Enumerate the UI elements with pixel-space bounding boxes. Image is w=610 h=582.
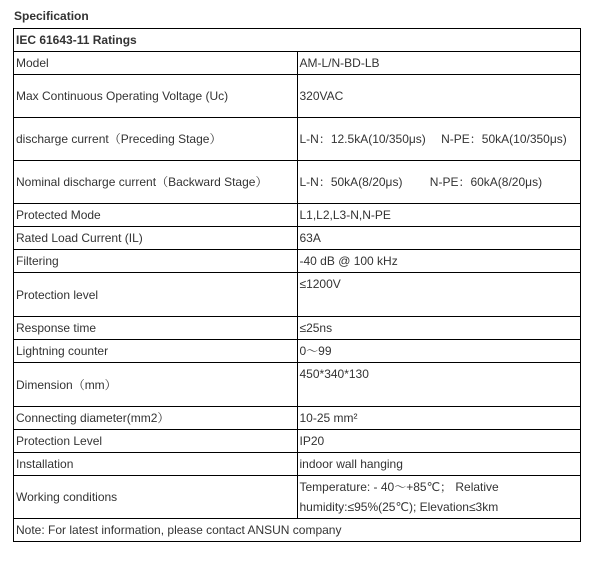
row-value: -40 dB @ 100 kHz <box>297 250 581 273</box>
table-row <box>14 227 581 250</box>
row-label: Protection Level <box>14 430 298 453</box>
table-note: Note: For latest information, please contact ANSUN company <box>14 519 581 542</box>
row-label: Dimension（mm） <box>14 363 298 407</box>
row-value: 10-25 mm² <box>297 407 581 430</box>
row-label: Nominal discharge current（Backward Stage） <box>14 161 298 204</box>
table-row <box>14 407 581 430</box>
table-row <box>14 453 581 476</box>
row-label: Lightning counter <box>14 340 298 363</box>
row-label: discharge current（Preceding Stage） <box>14 118 298 161</box>
table-row <box>14 363 581 407</box>
table-row <box>14 204 581 227</box>
table-row <box>14 118 581 161</box>
row-value: L-N：50kA(8/20μs) N-PE：60kA(8/20μs) <box>297 161 581 204</box>
row-label: Protected Mode <box>14 204 298 227</box>
row-label: Connecting diameter(mm2） <box>14 407 298 430</box>
row-label: Max Continuous Operating Voltage (Uc) <box>14 75 298 118</box>
row-value: 0～99 <box>297 340 581 363</box>
row-label: Response time <box>14 317 298 340</box>
table-row <box>14 430 581 453</box>
page-heading: Specification <box>14 9 89 23</box>
row-value: L-N：12.5kA(10/350μs) N-PE：50kA(10/350μs) <box>297 118 581 161</box>
specification-table <box>13 28 581 542</box>
row-label: Protection level <box>14 273 298 317</box>
row-value: 63A <box>297 227 581 250</box>
row-label: Working conditions <box>14 476 298 519</box>
row-value: 450*340*130 <box>297 363 581 407</box>
table-row <box>14 340 581 363</box>
table-row <box>14 317 581 340</box>
row-label: Rated Load Current (IL) <box>14 227 298 250</box>
table-row <box>14 250 581 273</box>
row-label: Model <box>14 52 298 75</box>
table-title-row <box>14 29 581 52</box>
table-title: IEC 61643-11 Ratings <box>14 29 581 52</box>
row-value: ≤25ns <box>297 317 581 340</box>
table-note-row <box>14 519 581 542</box>
table-row <box>14 75 581 118</box>
row-value: L1,L2,L3-N,N-PE <box>297 204 581 227</box>
row-value: 320VAC <box>297 75 581 118</box>
table-row <box>14 161 581 204</box>
table-row <box>14 476 581 519</box>
row-value: IP20 <box>297 430 581 453</box>
row-value: indoor wall hanging <box>297 453 581 476</box>
table-row <box>14 273 581 317</box>
table-row <box>14 52 581 75</box>
row-label: Installation <box>14 453 298 476</box>
row-label: Filtering <box>14 250 298 273</box>
row-value: ≤1200V <box>297 273 581 317</box>
row-value: AM-L/N-BD-LB <box>297 52 581 75</box>
row-value: Temperature: - 40～+85℃； Relative humidity:≤95%(25℃); Elevation≤3km <box>297 476 581 519</box>
